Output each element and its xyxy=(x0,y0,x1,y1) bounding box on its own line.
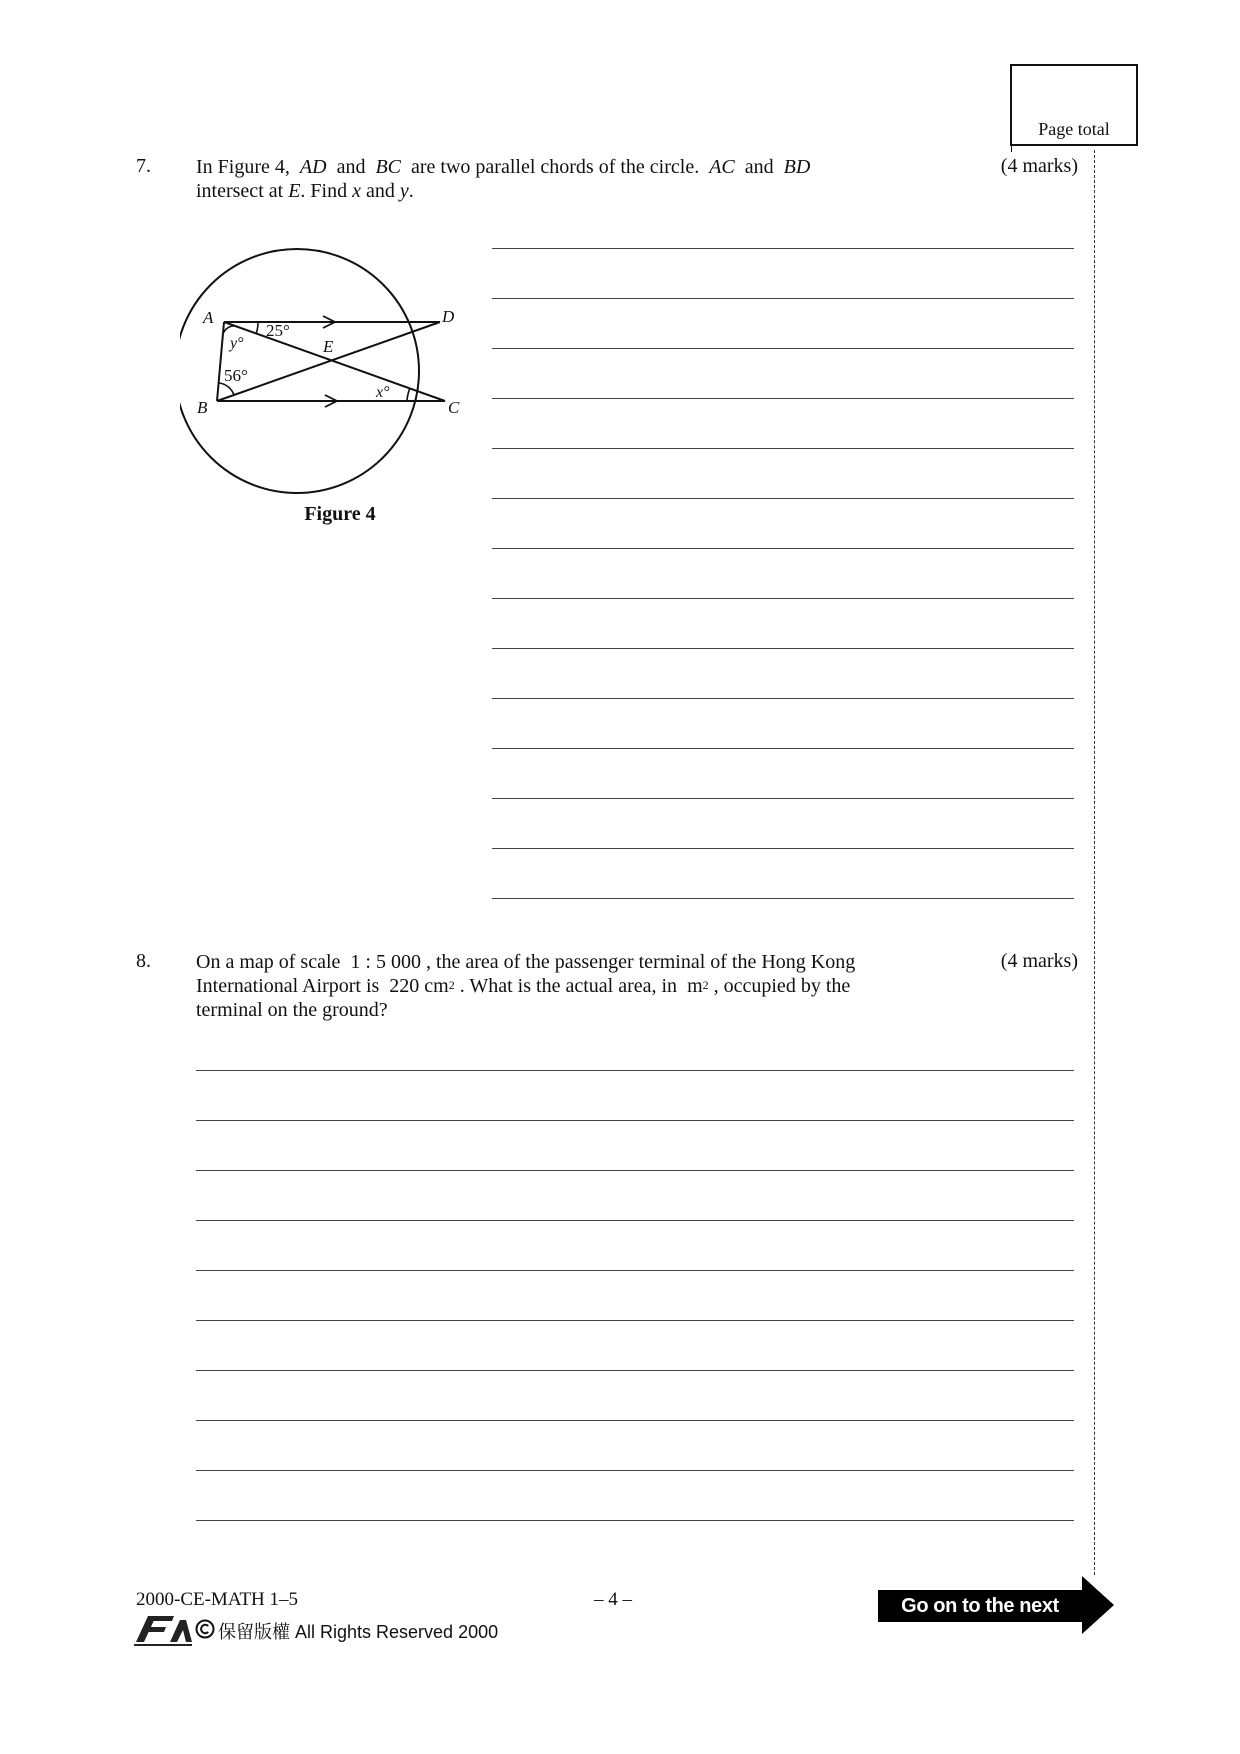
q7-answer-line[interactable] xyxy=(492,498,1074,499)
vertex-label-c: C xyxy=(448,398,460,417)
q8-answer-line[interactable] xyxy=(196,1320,1074,1321)
q8-answer-line[interactable] xyxy=(196,1470,1074,1471)
vertex-label-d: D xyxy=(442,307,455,326)
chord-bd xyxy=(217,322,440,401)
q7-text xyxy=(196,155,876,203)
q8-line-3: terminal on the ground? xyxy=(196,999,388,1021)
q8-answer-line[interactable] xyxy=(196,1370,1074,1371)
next-page-arrow-icon xyxy=(1082,1576,1114,1634)
angle-arc-y xyxy=(223,326,236,334)
q8-marks: (4 marks) xyxy=(1000,950,1078,972)
q8-answer-line[interactable] xyxy=(196,1520,1074,1521)
q8-answer-line[interactable] xyxy=(196,1170,1074,1171)
copyright-text: 保留版權 All Rights Reserved 2000 xyxy=(218,1622,499,1642)
q8-line-1: On a map of scale 1 : 5 000 , the area of the passenger terminal of the Hong Kong xyxy=(196,951,856,973)
q8-line-2: International Airport is 220 $cm^2$ . What is the actual area, in $m^2$ , occupied by the xyxy=(196,975,851,997)
page-total-box xyxy=(1010,64,1138,146)
q7-answer-line[interactable] xyxy=(492,398,1074,399)
q7-answer-line[interactable] xyxy=(492,248,1074,249)
margin-dashed-line xyxy=(1094,150,1095,1575)
q8-answer-line[interactable] xyxy=(196,1220,1074,1221)
angle-label-56: 56° xyxy=(224,366,248,385)
angle-arc-x xyxy=(407,388,410,401)
figure-4-caption: Figure 4 xyxy=(304,503,376,525)
vertex-label-a: A xyxy=(203,308,214,327)
q7-answer-line[interactable] xyxy=(492,448,1074,449)
q8-answer-line[interactable] xyxy=(196,1420,1074,1421)
q7-line-1: In Figure 4, AD and BC are two parallel chords of the circle. AC and BD xyxy=(196,156,811,178)
q7-answer-line[interactable] xyxy=(492,598,1074,599)
vertex-label-b: B xyxy=(197,398,208,417)
next-page-indicator xyxy=(878,1576,1118,1649)
q7-answer-line[interactable] xyxy=(492,698,1074,699)
page-total-label: Page total xyxy=(1038,119,1110,139)
publisher-logo-icon xyxy=(134,1612,194,1646)
q7-answer-line[interactable] xyxy=(492,648,1074,649)
q8-text xyxy=(196,950,896,1022)
page-total-tick xyxy=(1011,146,1012,152)
vertex-label-e: E xyxy=(323,337,334,356)
angle-label-y: y° xyxy=(230,335,244,352)
exam-code: 2000-CE-MATH 1–5 xyxy=(136,1589,299,1610)
page-number: – 4 – xyxy=(594,1589,632,1610)
q8-answer-line[interactable] xyxy=(196,1120,1074,1121)
q8-number: 8. xyxy=(136,950,151,972)
angle-label-25: 25° xyxy=(266,321,290,340)
q7-marks: (4 marks) xyxy=(1000,155,1078,177)
q7-line-2: intersect at E. Find x and y. xyxy=(196,180,414,202)
q7-number: 7. xyxy=(136,155,151,177)
q7-answer-line[interactable] xyxy=(492,298,1074,299)
q7-answer-line[interactable] xyxy=(492,548,1074,549)
q7-answer-line[interactable] xyxy=(492,748,1074,749)
q7-answer-line[interactable] xyxy=(492,348,1074,349)
copyright-icon xyxy=(195,1619,215,1639)
q7-answer-line[interactable] xyxy=(492,898,1074,899)
q7-answer-line[interactable] xyxy=(492,848,1074,849)
next-page-label: Go on to the next page xyxy=(878,1590,1082,1622)
q7-answer-line[interactable] xyxy=(492,798,1074,799)
figure-4-diagram xyxy=(180,240,480,500)
q8-answer-line[interactable] xyxy=(196,1270,1074,1271)
chord-ac xyxy=(224,322,445,401)
angle-arc-25 xyxy=(256,322,258,334)
q8-answer-line[interactable] xyxy=(196,1070,1074,1071)
angle-label-x: x° xyxy=(376,384,390,401)
